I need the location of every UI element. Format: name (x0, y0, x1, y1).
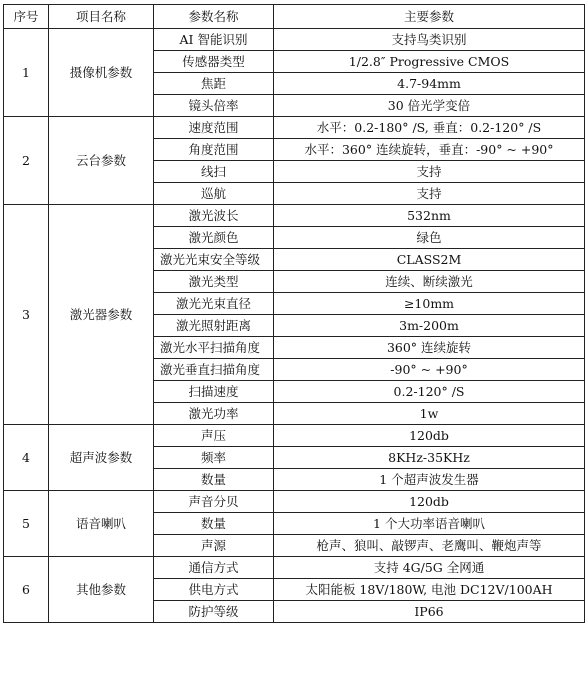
item-name: 摄像机参数 (49, 29, 154, 117)
param-value: -90° ~ +90° (274, 359, 585, 381)
item-name: 激光器参数 (49, 205, 154, 425)
table-row (4, 491, 585, 513)
param-value: 532nm (274, 205, 585, 227)
table-row (4, 557, 585, 579)
param-value: 水平：0.2-180° /S, 垂直：0.2-120° /S (274, 117, 585, 139)
param-name: 激光类型 (154, 271, 274, 293)
param-name: 激光垂直扫描角度 (154, 359, 274, 381)
param-name: 扫描速度 (154, 381, 274, 403)
header-row (4, 5, 585, 29)
param-value: 8KHz-35KHz (274, 447, 585, 469)
row-number: 4 (4, 425, 49, 491)
param-value: 水平：360° 连续旋转，垂直：-90° ~ +90° (274, 139, 585, 161)
param-value: 绿色 (274, 227, 585, 249)
table-row (4, 425, 585, 447)
param-value: 1/2.8″ Progressive CMOS (274, 51, 585, 73)
row-number: 5 (4, 491, 49, 557)
param-name: 声音分贝 (154, 491, 274, 513)
param-name: AI 智能识别 (154, 29, 274, 51)
table-row (4, 117, 585, 139)
param-value: 4.7-94mm (274, 73, 585, 95)
header-param-name: 参数名称 (154, 5, 274, 29)
param-value: 1 个超声波发生器 (274, 469, 585, 491)
param-value: 枪声、狼叫、敲锣声、老鹰叫、鞭炮声等 (274, 535, 585, 557)
param-value: 1 个大功率语音喇叭 (274, 513, 585, 535)
item-name: 语音喇叭 (49, 491, 154, 557)
row-number: 6 (4, 557, 49, 623)
param-name: 传感器类型 (154, 51, 274, 73)
param-name: 激光光束直径 (154, 293, 274, 315)
param-value: 30 倍光学变倍 (274, 95, 585, 117)
param-name: 频率 (154, 447, 274, 469)
row-number: 1 (4, 29, 49, 117)
item-name: 超声波参数 (49, 425, 154, 491)
param-value: 连续、断续激光 (274, 271, 585, 293)
param-value: 120db (274, 425, 585, 447)
param-value: 支持 4G/5G 全网通 (274, 557, 585, 579)
param-value: 支持 (274, 183, 585, 205)
param-name: 激光水平扫描角度 (154, 337, 274, 359)
param-name: 激光功率 (154, 403, 274, 425)
param-name: 数量 (154, 469, 274, 491)
param-name: 焦距 (154, 73, 274, 95)
item-name: 云台参数 (49, 117, 154, 205)
param-name: 角度范围 (154, 139, 274, 161)
param-value: 支持鸟类识别 (274, 29, 585, 51)
param-name: 通信方式 (154, 557, 274, 579)
param-value: 1w (274, 403, 585, 425)
param-name: 线扫 (154, 161, 274, 183)
param-name: 镜头倍率 (154, 95, 274, 117)
param-name: 供电方式 (154, 579, 274, 601)
param-value: 3m-200m (274, 315, 585, 337)
item-name: 其他参数 (49, 557, 154, 623)
row-number: 3 (4, 205, 49, 425)
param-name: 巡航 (154, 183, 274, 205)
param-name: 声源 (154, 535, 274, 557)
param-value: 120db (274, 491, 585, 513)
param-name: 激光照射距离 (154, 315, 274, 337)
param-name: 速度范围 (154, 117, 274, 139)
param-value: IP66 (274, 601, 585, 623)
param-value: 支持 (274, 161, 585, 183)
spec-table (3, 4, 585, 623)
param-name: 激光波长 (154, 205, 274, 227)
param-name: 激光颜色 (154, 227, 274, 249)
table-row (4, 29, 585, 51)
header-no: 序号 (4, 5, 49, 29)
param-value: 0.2-120° /S (274, 381, 585, 403)
spec-body (4, 29, 585, 623)
param-value: 360° 连续旋转 (274, 337, 585, 359)
param-name: 声压 (154, 425, 274, 447)
param-value: 太阳能板 18V/180W, 电池 DC12V/100AH (274, 579, 585, 601)
param-name: 数量 (154, 513, 274, 535)
header-item-name: 项目名称 (49, 5, 154, 29)
row-number: 2 (4, 117, 49, 205)
param-value: CLASS2M (274, 249, 585, 271)
param-value: ≥10mm (274, 293, 585, 315)
table-row (4, 205, 585, 227)
param-name: 激光光束安全等级 (154, 249, 274, 271)
header-main-params: 主要参数 (274, 5, 585, 29)
param-name: 防护等级 (154, 601, 274, 623)
